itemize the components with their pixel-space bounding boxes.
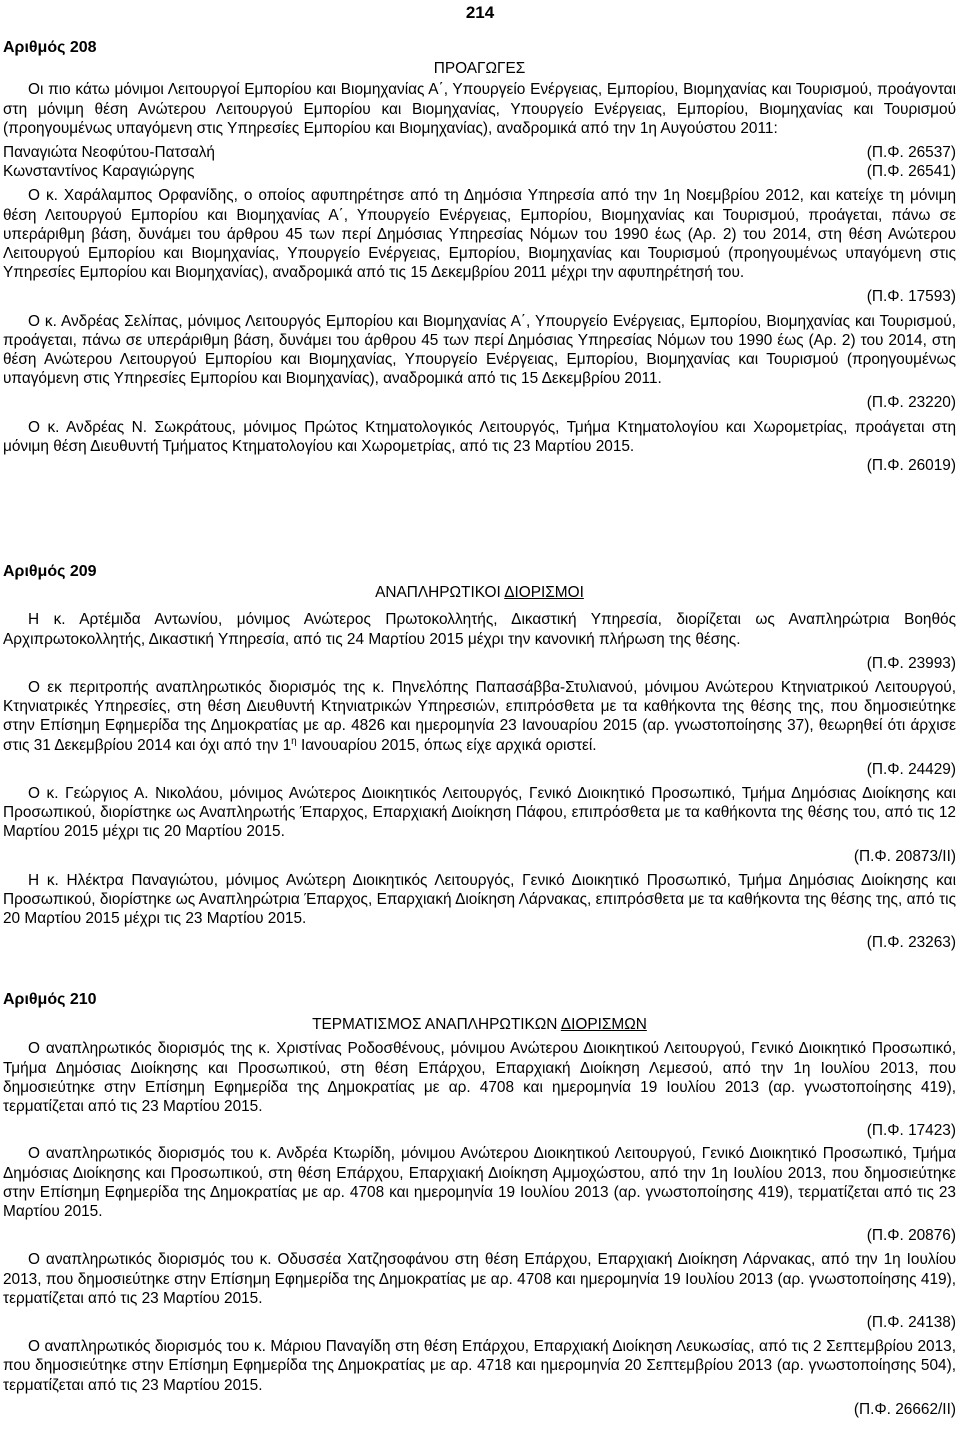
title-part: ΤΕΡΜΑΤΙΣΜΟΣ ΑΝΑΠΛΗΡΩΤΙΚΩΝ — [312, 1016, 561, 1034]
paragraph-text: Ο εκ περιτροπής αναπληρωτικός διορισμός της κ. Πηνελόπης Παπασάββα-Στυλιανού, μόνιμου Ανώτερου Κτηνιατρικού Λειτουργού, Κτηνιατρικές Υπηρεσίες, στη θέση Διευθυντή Κτηνιατρικών Υπηρεσιών, επιπρόσθετα με τα καθήκοντα της θέσης της, που δημοσιεύτηκε στην Επίσημη Εφημερίδα της Δημοκρατίας με αρ. 4826 και ημερομηνία 23 Ιανουαρίου 2015 (αρ. γνωστοποίησης 37), θεωρηθεί ότι άρχισε στις 31 Δεκεμβρίου 2014 και όχι από την 1 — [3, 679, 956, 754]
file-ref: (Π.Φ. 17423) — [866, 1122, 956, 1140]
title-part: ΑΝΑΠΛΗΡΩΤΙΚΟΙ — [375, 584, 505, 602]
paragraph: Ο αναπληρωτικός διορισμός του κ. Μάριου Παναγίδη στη θέση Επάρχου, Επαρχιακή Διοίκηση Λευκωσίας, από τις 2 Σεπτεμβρίου 2013, που δημοσιεύτηκε στην Επίσημη Εφημερίδα της Δημοκρατίας με αρ. 4718 και ημερομηνία 20 Σεπτεμβρίου 2013 (αρ. γνωστοποίησης 504), τερματίζεται από τις 23 Μαρτίου 2015. — [3, 1338, 956, 1394]
section-209 — [3, 562, 956, 953]
file-ref: (Π.Φ. 23220) — [866, 394, 956, 412]
section-208 — [3, 38, 956, 475]
article-number-209: Αριθμός 209 — [3, 563, 97, 580]
file-ref: (Π.Φ. 24429) — [866, 760, 956, 778]
paragraph: Ο κ. Ανδρέας Ν. Σωκράτους, μόνιμος Πρώτος Κτηματολογικός Λειτουργός, Τμήμα Κτηματολογίου και Χωρομετρίας, προάγεται στη μόνιμη θέση Διευθυντή Τμήματος Κτηματολογίου και Χωρομετρίας, από τις 23 Μαρτίου 2015. — [3, 418, 956, 455]
paragraph: Ο κ. Χαράλαμπος Ορφανίδης, ο οποίος αφυπηρέτησε από τη Δημόσια Υπηρεσία από την 1η Νοεμβρίου 2012, και κατείχε τη μόνιμη θέση Λειτουργού Εμπορίου και Βιομηχανίας Α΄, Υπουργείο Ενέργειας, Εμπορίου, Βιομηχανίας και Τουρισμού, προάγεται, πάνω σε υπεράριθμη βάση, δυνάμει του άρθρου 45 των περί Δημόσιας Υπηρεσίας Νόμων του 1990 έως (Αρ. 2) του 2014, στη θέση Ανώτερου Λειτουργού Εμπορίου και Βιομηχανίας, Υπουργείο Ενέργειας, Εμπορίου, Βιομηχανίας και Τουρισμού (προηγουμένως υπαγόμενη στις Υπηρεσίες Εμπορίου και Βιομηχανίας), αναδρομικά από τις 15 Δεκεμβρίου 2011 μέχρι την αφυπηρέτησή του. — [3, 187, 956, 282]
ordinal-superscript: η — [291, 735, 297, 747]
section-210 — [3, 990, 956, 1419]
paragraph — [3, 678, 956, 755]
section-209-title — [3, 583, 956, 602]
file-ref: (Π.Φ. 26541) — [866, 163, 956, 181]
paragraph: Ο αναπληρωτικός διορισμός του κ. Οδυσσέα Χατζησοφάνου στη θέση Επάρχου, Επαρχιακή Διοίκηση Λάρνακας, από την 1η Ιουλίου 2013, που δημοσιεύτηκε στην Επίσημη Εφημερίδα της Δημοκρατίας με αρ. 4708 και ημερομηνία 19 Ιουλίου 2013 (αρ. γνωστοποίησης 419), τερματίζεται από τις 23 Μαρτίου 2015. — [3, 1251, 956, 1307]
paragraph: Ο αναπληρωτικός διορισμός του κ. Ανδρέα Κτωρίδη, μόνιμου Ανώτερου Διοικητικού Λειτουργού, Γενικό Διοικητικό Προσωπικό, Τμήμα Δημόσιας Διοίκησης και Προσωπικού, στη θέση Επάρχου, Επαρχιακή Διοίκηση Αμμοχώστου, από την 1η Ιουλίου 2013, που δημοσιεύτηκε στην Επίσημη Εφημερίδα της Δημοκρατίας με αρ. 4708 και ημερομηνία 19 Ιουλίου 2013 (αρ. γνωστοποίησης 419), τερματίζεται από τις 23 Μαρτίου 2015. — [3, 1145, 956, 1221]
promoted-name: Παναγιώτα Νεοφύτου-Πατσαλή — [3, 144, 215, 162]
section-208-title: ΠΡΟΑΓΩΓΕΣ — [433, 60, 526, 78]
section-208-intro: Οι πιο κάτω μόνιμοι Λειτουργοί Εμπορίου και Βιομηχανίας Α΄, Υπουργείο Ενέργειας, Εμπορίου, Βιομηχανίας και Τουρισμού, προάγονται στη μόνιμη θέση Ανώτερου Λειτουργού Εμπορίου και Βιομηχανίας, Υπουργείο Ενέργειας, Εμπορίου, Βιομηχανίας και Τουρισμού (προηγουμένως υπαγόμενη στις Υπηρεσίες Εμπορίου και Βιομηχανίας), αναδρομικά από την 1η Αυγούστου 2011: — [3, 81, 956, 137]
page-number: 214 — [465, 3, 495, 22]
file-ref: (Π.Φ. 26662/ΙΙ) — [853, 1400, 956, 1418]
title-part-underlined: ΔΙΟΡΙΣΜΟΙ — [504, 584, 584, 602]
promoted-name: Κωνσταντίνος Καραγιώργης — [3, 163, 195, 181]
section-210-title — [3, 1015, 956, 1034]
file-ref: (Π.Φ. 20873/ΙΙ) — [853, 847, 956, 865]
paragraph-text: Ιανουαρίου 2015, όπως είχε αρχικά οριστεί. — [296, 736, 597, 754]
paragraph: Ο κ. Ανδρέας Σελίπας, μόνιμος Λειτουργός Εμπορίου και Βιομηχανίας Α΄, Υπουργείο Ενέργειας, Εμπορίου, Βιομηχανίας και Τουρισμού, προάγεται, πάνω σε υπεράριθμη βάση, δυνάμει του άρθρου 45 των περί Δημόσιας Υπηρεσίας Νόμων του 1990 έως (Αρ. 2) του 2014, στη θέση Ανώτερου Λειτουργού Εμπορίου και Βιομηχανίας, Υπουργείο Ενέργειας, Εμπορίου, Βιομηχανίας και Τουρισμού (προηγουμένως υπαγόμενη στις Υπηρεσίες Εμπορίου και Βιομηχανίας), αναδρομικά από τις 15 Δεκεμβρίου 2011. — [3, 312, 956, 388]
promoted-name-row — [3, 143, 956, 162]
paragraph: Ο κ. Γεώργιος Α. Νικολάου, μόνιμος Ανώτερος Διοικητικός Λειτουργός, Γενικό Διοικητικό Προσωπικό, Τμήμα Δημόσιας Διοίκησης και Προσωπικού, διορίστηκε ως Αναπληρωτής Έπαρχος, Επαρχιακή Διοίκηση Πάφου, επιπρόσθετα με τα καθήκοντα της θέσης του, από τις 12 Μαρτίου 2015 μέχρι τις 20 Μαρτίου 2015. — [3, 785, 956, 841]
paragraph: Η κ. Ηλέκτρα Παναγιώτου, μόνιμος Ανώτερη Διοικητικός Λειτουργός, Γενικό Διοικητικό Προσωπικό, Τμήμα Δημόσιας Διοίκησης και Προσωπικού, διορίστηκε ως Αναπληρώτρια Έπαρχος, Επαρχιακή Διοίκηση Λάρνακας, επιπρόσθετα με τα καθήκοντα της θέσης της, από τις 20 Μαρτίου 2015 μέχρι τις 23 Μαρτίου 2015. — [3, 871, 956, 928]
paragraph: Η κ. Αρτέμιδα Αντωνίου, μόνιμος Ανώτερος Πρωτοκολλητής, Δικαστική Υπηρεσία, διορίζεται ως Αναπληρώτρια Βοηθός Αρχιπρωτοκολλητής, Δικαστική Υπηρεσία, από τις 24 Μαρτίου 2015 μέχρι την κανονική πλήρωση της θέσης. — [3, 611, 956, 648]
file-ref: (Π.Φ. 23263) — [866, 934, 956, 952]
article-number-208: Αριθμός 208 — [3, 39, 97, 56]
title-part-underlined: ΔΙΟΡΙΣΜΩΝ — [560, 1016, 647, 1034]
promoted-name-row — [3, 162, 956, 181]
file-ref: (Π.Φ. 24138) — [866, 1314, 956, 1332]
file-ref: (Π.Φ. 23993) — [866, 654, 956, 672]
file-ref: (Π.Φ. 26537) — [866, 144, 956, 162]
article-number-210: Αριθμός 210 — [3, 991, 97, 1008]
file-ref: (Π.Φ. 26019) — [866, 457, 956, 475]
file-ref: (Π.Φ. 17593) — [866, 288, 956, 306]
file-ref: (Π.Φ. 20876) — [866, 1227, 956, 1245]
paragraph: Ο αναπληρωτικός διορισμός της κ. Χριστίνας Ροδοσθένους, μόνιμου Ανώτερου Διοικητικού Λειτουργού, Γενικό Διοικητικό Προσωπικό, Τμήμα Δημόσιας Διοίκησης και Προσωπικού, στη θέση Επάρχου, Επαρχιακή Διοίκηση Λεμεσού, από την 1η Ιουλίου 2013, που δημοσιεύτηκε στην Επίσημη Εφημερίδα της Δημοκρατίας με αρ. 4708 και ημερομηνία 19 Ιουλίου 2013 (αρ. γνωστοποίησης 419), τερματίζεται από τις 23 Μαρτίου 2015. — [3, 1040, 956, 1116]
